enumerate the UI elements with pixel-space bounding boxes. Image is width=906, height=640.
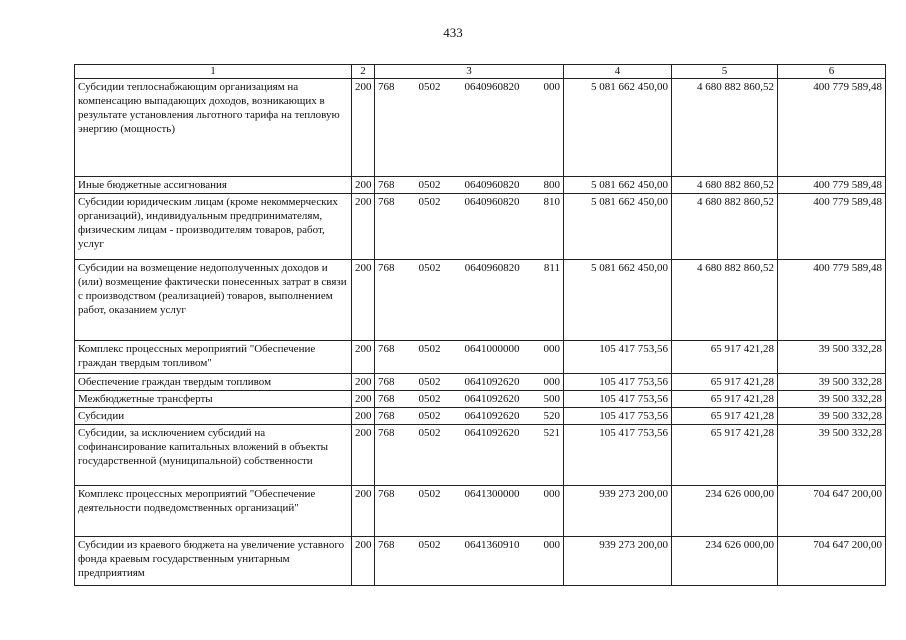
row-col5: 234 626 000,00 <box>672 537 778 586</box>
code-rzpr: 0502 <box>418 196 441 208</box>
row-code <box>375 408 564 425</box>
code-vr: 500 <box>543 393 560 405</box>
code-csr: 0640960820 <box>464 81 520 93</box>
row-col4: 939 273 200,00 <box>564 537 672 586</box>
row-col5: 65 917 421,28 <box>672 391 778 408</box>
code-rzpr: 0502 <box>418 539 441 551</box>
code-rzpr: 0502 <box>418 179 441 191</box>
code-vr: 000 <box>543 81 560 93</box>
row-col2: 200 <box>352 177 375 194</box>
column-header: 1 <box>75 65 352 79</box>
row-col6: 704 647 200,00 <box>778 537 886 586</box>
row-col6: 400 779 589,48 <box>778 177 886 194</box>
table-row <box>75 177 886 194</box>
code-rzpr: 0502 <box>418 427 441 439</box>
row-code <box>375 177 564 194</box>
row-col5: 65 917 421,28 <box>672 425 778 486</box>
row-name: Субсидии <box>75 408 352 425</box>
code-grbs: 768 <box>378 179 395 191</box>
column-header: 6 <box>778 65 886 79</box>
code-grbs: 768 <box>378 343 395 355</box>
row-col2: 200 <box>352 79 375 177</box>
table-row <box>75 486 886 537</box>
row-col2: 200 <box>352 194 375 260</box>
row-col4: 105 417 753,56 <box>564 425 672 486</box>
row-name: Субсидии, за исключением субсидий на софинансирование капитальных вложений в объекты государственной (муниципальной) собственности <box>75 425 352 486</box>
table-row <box>75 194 886 260</box>
code-vr: 000 <box>543 376 560 388</box>
code-csr: 0641300000 <box>464 488 520 500</box>
row-col6: 704 647 200,00 <box>778 486 886 537</box>
row-code <box>375 194 564 260</box>
row-col4: 105 417 753,56 <box>564 391 672 408</box>
row-col6: 39 500 332,28 <box>778 341 886 374</box>
row-name: Комплекс процессных мероприятий "Обеспечение граждан твердым топливом" <box>75 341 352 374</box>
row-name: Обеспечение граждан твердым топливом <box>75 374 352 391</box>
code-grbs: 768 <box>378 393 395 405</box>
row-col4: 5 081 662 450,00 <box>564 177 672 194</box>
code-vr: 521 <box>543 427 560 439</box>
row-code <box>375 486 564 537</box>
row-code <box>375 391 564 408</box>
code-grbs: 768 <box>378 427 395 439</box>
code-csr: 0641000000 <box>464 343 520 355</box>
row-name: Комплекс процессных мероприятий "Обеспечение деятельности подведомственных организаций" <box>75 486 352 537</box>
budget-table <box>74 64 886 586</box>
code-vr: 800 <box>543 179 560 191</box>
column-header: 5 <box>672 65 778 79</box>
row-col5: 4 680 882 860,52 <box>672 194 778 260</box>
column-header: 2 <box>352 65 375 79</box>
row-col5: 234 626 000,00 <box>672 486 778 537</box>
code-grbs: 768 <box>378 376 395 388</box>
code-rzpr: 0502 <box>418 343 441 355</box>
code-vr: 811 <box>543 262 560 274</box>
row-col2: 200 <box>352 374 375 391</box>
code-rzpr: 0502 <box>418 81 441 93</box>
code-csr: 0641092620 <box>464 427 520 439</box>
row-col5: 4 680 882 860,52 <box>672 260 778 341</box>
table-row <box>75 537 886 586</box>
row-code <box>375 425 564 486</box>
row-col5: 65 917 421,28 <box>672 341 778 374</box>
code-rzpr: 0502 <box>418 393 441 405</box>
row-col2: 200 <box>352 341 375 374</box>
code-grbs: 768 <box>378 262 395 274</box>
code-vr: 000 <box>543 539 560 551</box>
code-vr: 810 <box>543 196 560 208</box>
row-col4: 939 273 200,00 <box>564 486 672 537</box>
table-row <box>75 374 886 391</box>
row-col6: 400 779 589,48 <box>778 260 886 341</box>
row-col4: 105 417 753,56 <box>564 374 672 391</box>
table-row <box>75 79 886 177</box>
row-name: Иные бюджетные ассигнования <box>75 177 352 194</box>
table-header-row <box>75 65 886 79</box>
code-vr: 520 <box>543 410 560 422</box>
row-col4: 105 417 753,56 <box>564 408 672 425</box>
table-row <box>75 391 886 408</box>
row-col4: 5 081 662 450,00 <box>564 79 672 177</box>
code-vr: 000 <box>543 488 560 500</box>
row-col6: 39 500 332,28 <box>778 425 886 486</box>
row-col4: 5 081 662 450,00 <box>564 194 672 260</box>
row-col5: 4 680 882 860,52 <box>672 79 778 177</box>
code-rzpr: 0502 <box>418 376 441 388</box>
row-name: Субсидии теплоснабжающим организациям на компенсацию выпадающих доходов, возникающих в результате установления льготного тарифа на тепловую энергию (мощность) <box>75 79 352 177</box>
row-code <box>375 79 564 177</box>
row-code <box>375 260 564 341</box>
row-col2: 200 <box>352 260 375 341</box>
row-name: Субсидии на возмещение недополученных доходов и (или) возмещение фактически понесенных затрат в связи с производством (реализацией) товаров, выполнением работ, оказанием услуг <box>75 260 352 341</box>
table-row <box>75 425 886 486</box>
page-number: 433 <box>443 25 463 40</box>
row-col4: 105 417 753,56 <box>564 341 672 374</box>
table-row <box>75 260 886 341</box>
row-col5: 4 680 882 860,52 <box>672 177 778 194</box>
code-rzpr: 0502 <box>418 488 441 500</box>
row-code <box>375 374 564 391</box>
code-csr: 0640960820 <box>464 196 520 208</box>
code-grbs: 768 <box>378 488 395 500</box>
row-col2: 200 <box>352 391 375 408</box>
row-col6: 39 500 332,28 <box>778 408 886 425</box>
row-col2: 200 <box>352 537 375 586</box>
code-csr: 0641360910 <box>464 539 520 551</box>
code-rzpr: 0502 <box>418 410 441 422</box>
code-csr: 0640960820 <box>464 179 520 191</box>
code-grbs: 768 <box>378 410 395 422</box>
row-col2: 200 <box>352 425 375 486</box>
row-col6: 400 779 589,48 <box>778 79 886 177</box>
table-row <box>75 341 886 374</box>
row-name: Субсидии из краевого бюджета на увеличение уставного фонда краевым государственным унитарным предприятиям <box>75 537 352 586</box>
row-col2: 200 <box>352 408 375 425</box>
code-grbs: 768 <box>378 81 395 93</box>
code-csr: 0641092620 <box>464 393 520 405</box>
row-col6: 400 779 589,48 <box>778 194 886 260</box>
code-grbs: 768 <box>378 539 395 551</box>
row-code <box>375 537 564 586</box>
code-csr: 0641092620 <box>464 376 520 388</box>
code-rzpr: 0502 <box>418 262 441 274</box>
table-row <box>75 408 886 425</box>
row-code <box>375 341 564 374</box>
row-col6: 39 500 332,28 <box>778 374 886 391</box>
code-vr: 000 <box>543 343 560 355</box>
column-header: 4 <box>564 65 672 79</box>
code-grbs: 768 <box>378 196 395 208</box>
code-csr: 0641092620 <box>464 410 520 422</box>
code-csr: 0640960820 <box>464 262 520 274</box>
row-name: Межбюджетные трансферты <box>75 391 352 408</box>
row-col5: 65 917 421,28 <box>672 408 778 425</box>
row-col2: 200 <box>352 486 375 537</box>
row-name: Субсидии юридическим лицам (кроме некоммерческих организаций), индивидуальным предпринимателям, физическим лицам - производителям товаров, работ, услуг <box>75 194 352 260</box>
row-col5: 65 917 421,28 <box>672 374 778 391</box>
row-col6: 39 500 332,28 <box>778 391 886 408</box>
column-header: 3 <box>375 65 564 79</box>
row-col4: 5 081 662 450,00 <box>564 260 672 341</box>
